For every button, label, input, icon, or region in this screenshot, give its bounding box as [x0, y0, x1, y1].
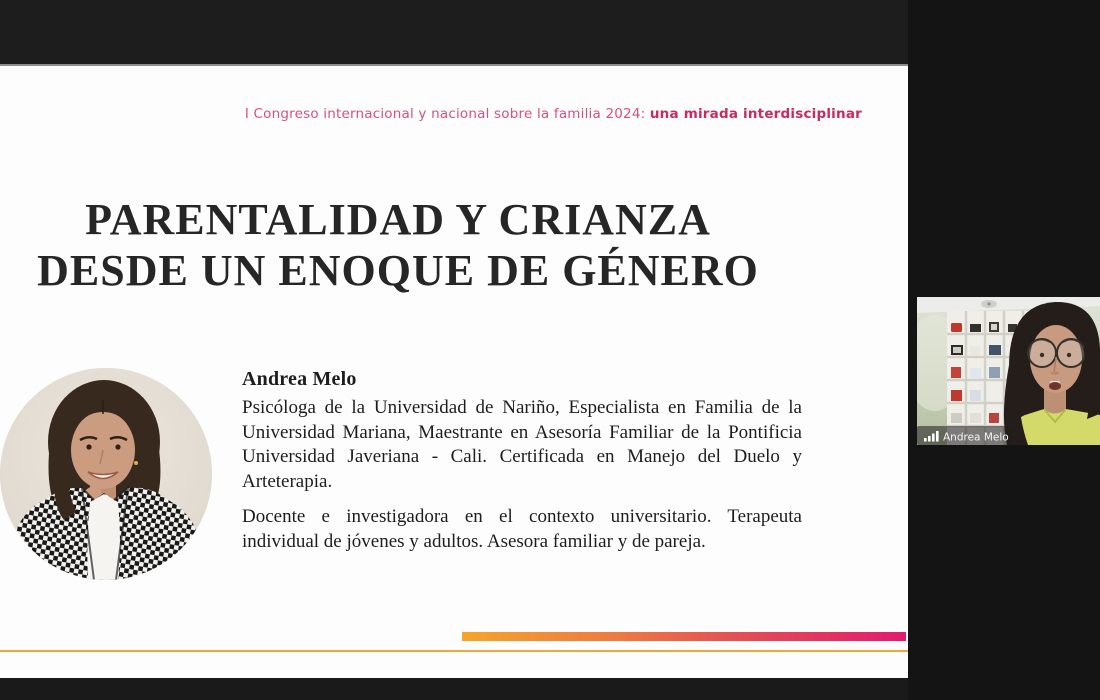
stage-bottom-background [0, 678, 908, 700]
presentation-slide [0, 64, 908, 678]
speaker-portrait [0, 368, 212, 580]
speaker-portrait-illustration [0, 368, 212, 580]
speaker-bio-paragraph-1: Psicóloga de la Universidad de Nariño, Especialista en Familia de la Universidad Mariana, Maestrante en Asesoría Familiar de la Pontificia Universidad Javeriana - Cali. Certificada en Manejo del Duelo y Arteterapia. [242, 397, 802, 492]
slide-gradient-accent-bar [462, 632, 906, 641]
participant-name-tag [917, 426, 1012, 445]
participant-video-tile[interactable] [917, 297, 1100, 445]
speaker-bio-paragraph-2: Docente e investigadora en el contexto universitario. Terapeuta individual de jóvenes y adultos. Asesora familiar y de pareja. [242, 506, 802, 552]
speaker-bio [242, 368, 802, 554]
speaker-name: Andrea Melo [242, 368, 357, 390]
participant-video-frame [917, 297, 1100, 445]
slide-title [0, 194, 796, 296]
slide-title-line2: DESDE UN ENOQUE DE GÉNERO [37, 246, 759, 295]
slide-thin-accent-line [0, 650, 908, 652]
participant-person [1004, 302, 1100, 445]
participant-name-label: Andrea Melo [943, 431, 1009, 444]
slide-title-line1: PARENTALIDAD Y CRIANZA [85, 195, 711, 244]
conference-header-regular: I Congreso internacional y nacional sobre la familia 2024: [244, 106, 650, 122]
conference-header-bold: una mirada interdisciplinar [649, 106, 862, 122]
conference-header [245, 106, 862, 122]
